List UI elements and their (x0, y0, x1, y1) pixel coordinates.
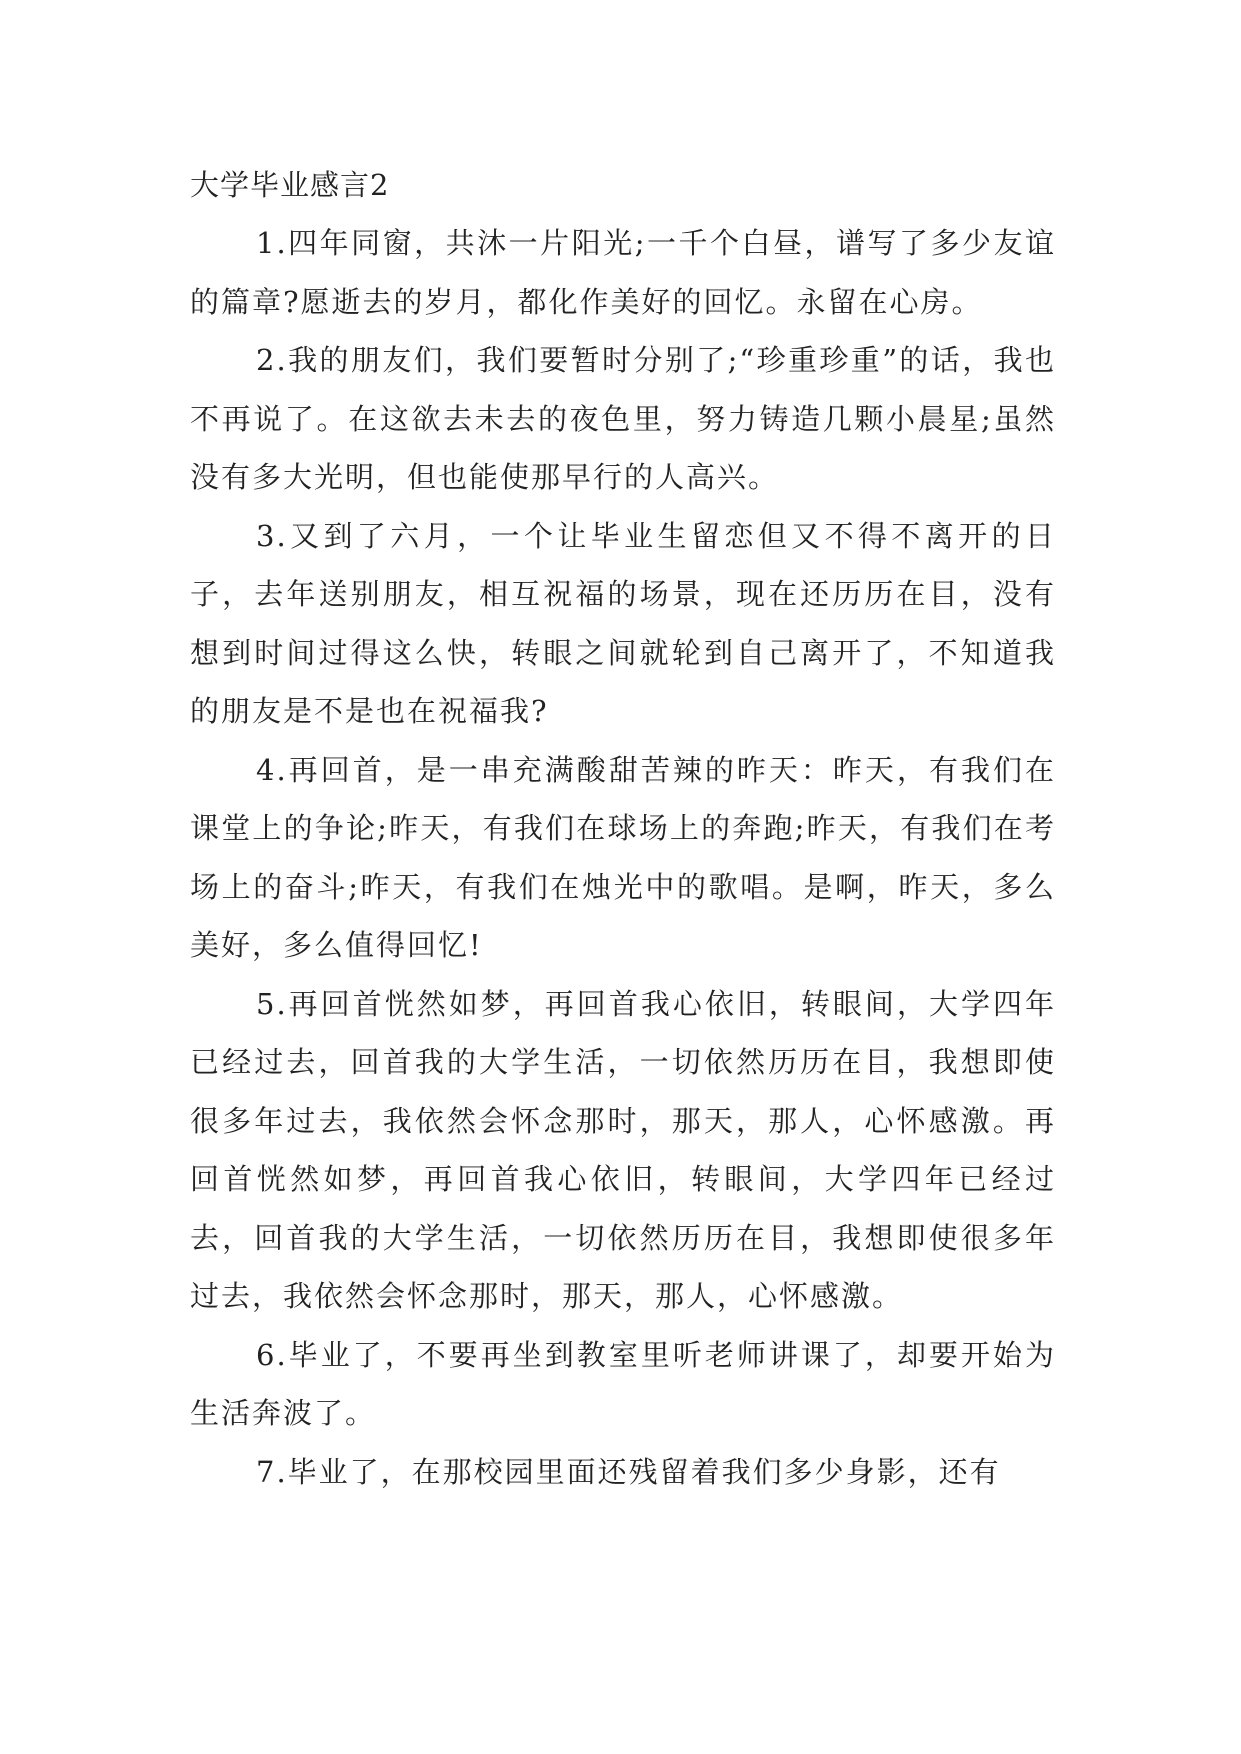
paragraph-4: 4.再回首，是一串充满酸甜苦辣的昨天：昨天，有我们在课堂上的争论;昨天，有我们在球场上的奔跑;昨天，有我们在考场上的奋斗;昨天，有我们在烛光中的歌唱。是啊，昨天，多么美好，多么值得回忆! (190, 752, 1056, 962)
paragraph-5: 5.再回首恍然如梦，再回首我心依旧，转眼间，大学四年已经过去，回首我的大学生活，一切依然历历在目，我想即使很多年过去，我依然会怀念那时，那天，那人，心怀感激。再回首恍然如梦，再回首我心依旧，转眼间，大学四年已经过去，回首我的大学生活，一切依然历历在目，我想即使很多年过去，我依然会怀念那时，那天，那人，心怀感激。 (190, 986, 1056, 1313)
paragraph-6: 6.毕业了，不要再坐到教室里听老师讲课了，却要开始为生活奔波了。 (190, 1337, 1056, 1430)
document-title: 大学毕业感言2 (190, 168, 390, 202)
document-body (190, 156, 1056, 1501)
paragraph-2: 2.我的朋友们，我们要暂时分别了;“珍重珍重”的话，我也不再说了。在这欲去未去的夜色里，努力铸造几颗小晨星;虽然没有多大光明，但也能使那早行的人高兴。 (190, 343, 1056, 494)
paragraph-3: 3.又到了六月，一个让毕业生留恋但又不得不离开的日子，去年送别朋友，相互祝福的场景，现在还历历在目，没有想到时间过得这么快，转眼之间就轮到自己离开了，不知道我的朋友是不是也在祝福我? (190, 518, 1056, 728)
paragraph-7: 7.毕业了，在那校园里面还残留着我们多少身影，还有 (256, 1454, 1001, 1489)
paragraph-1: 1.四年同窗，共沐一片阳光;一千个白昼，谱写了多少友谊的篇章?愿逝去的岁月，都化作美好的回忆。永留在心房。 (190, 226, 1056, 319)
